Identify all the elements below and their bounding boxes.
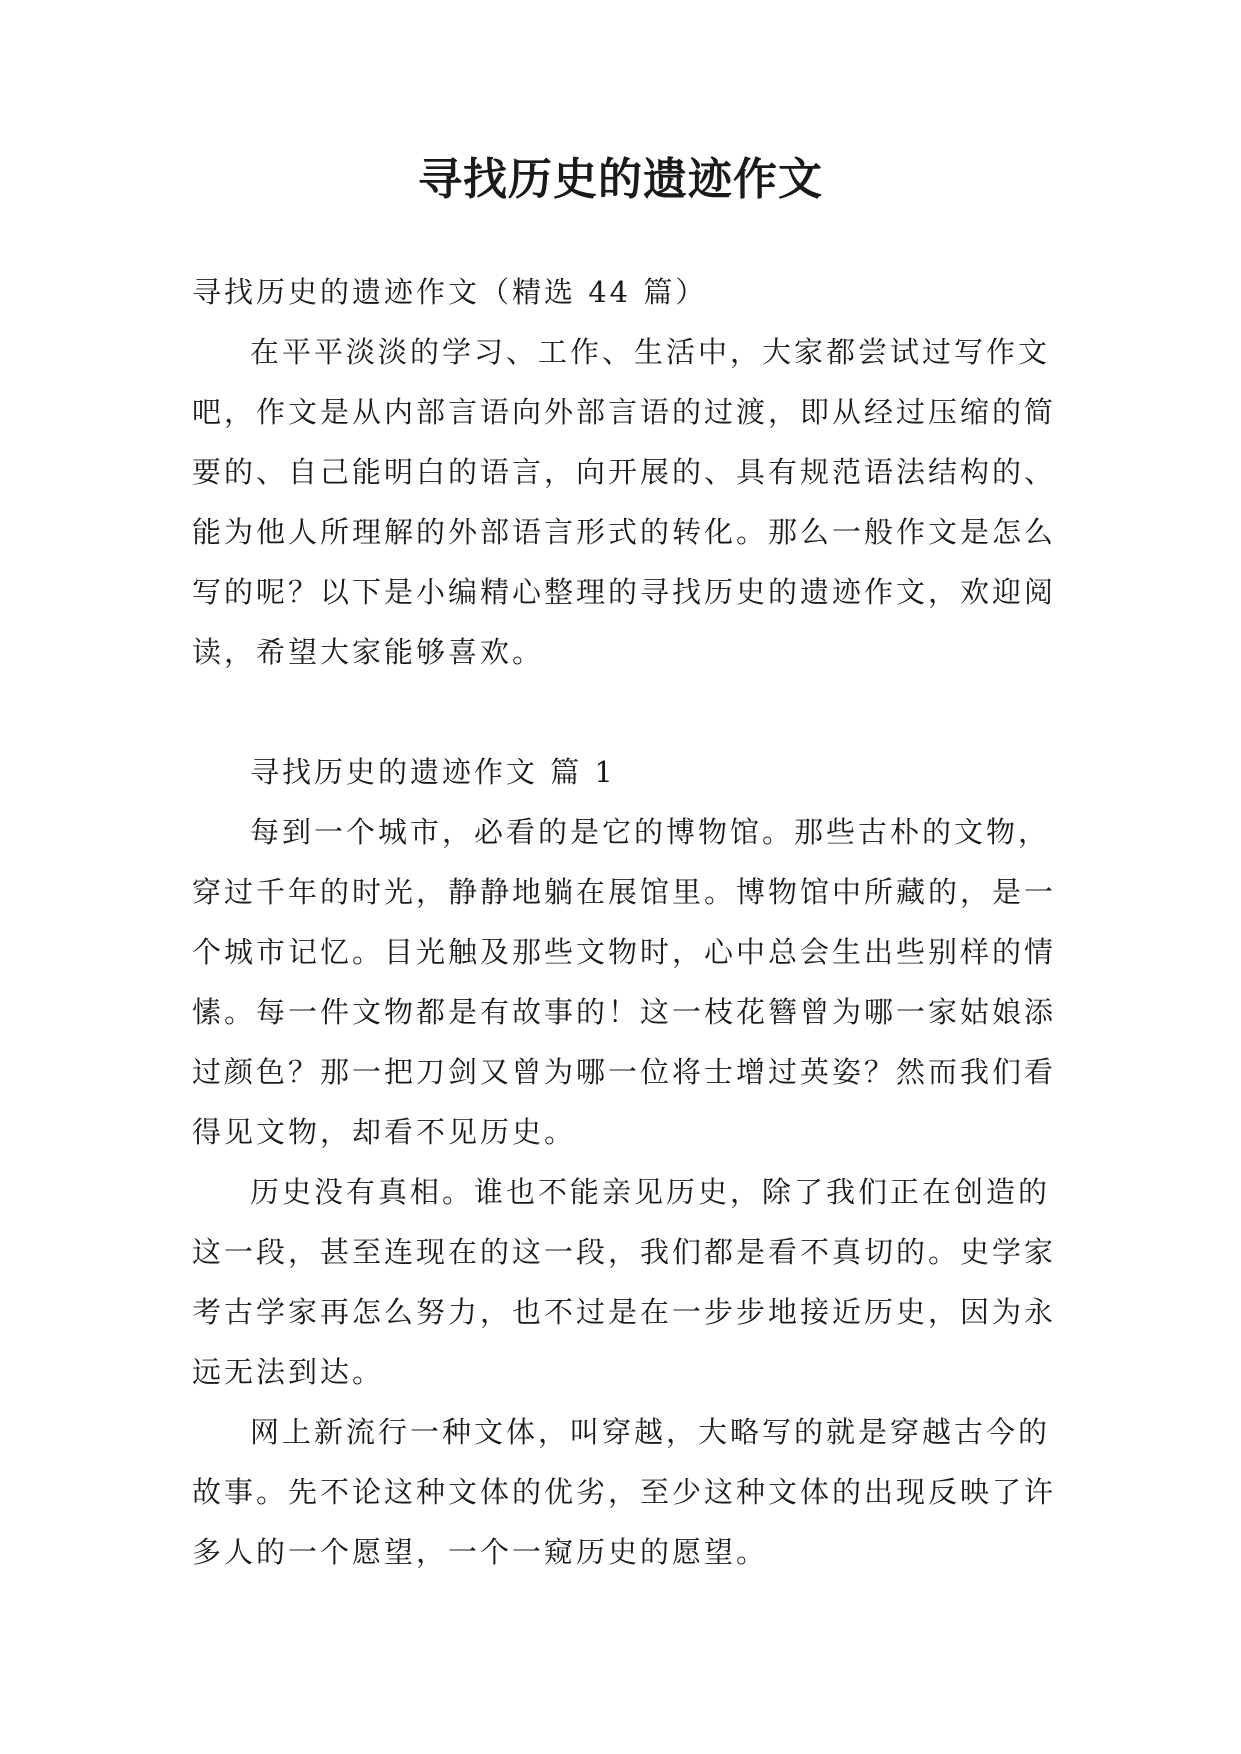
document-body <box>192 262 1056 1582</box>
document-title: 寻找历史的遗迹作文 <box>418 154 823 205</box>
paragraph-gap <box>192 682 1056 742</box>
section-heading: 寻找历史的遗迹作文 篇 1 <box>250 755 616 789</box>
body-paragraph: 每到一个城市，必看的是它的博物馆。那些古朴的文物，穿过千年的时光，静静地躺在展馆里。博物馆中所藏的，是一个城市记忆。目光触及那些文物时，心中总会生出些别样的情愫。每一件文物都是有故事的！这一枝花簪曾为哪一家姑娘添过颜色？那一把刀剑又曾为哪一位将士增过英姿？然而我们看得见文物，却看不见历史。 <box>192 815 1057 1149</box>
body-paragraph: 网上新流行一种文体，叫穿越，大略写的就是穿越古今的故事。先不论这种文体的优劣，至少这种文体的出现反映了许多人的一个愿望，一个一窥历史的愿望。 <box>192 1415 1057 1569</box>
body-paragraph: 历史没有真相。谁也不能亲见历史，除了我们正在创造的这一段，甚至连现在的这一段，我们都是看不真切的。史学家考古学家再怎么努力，也不过是在一步步地接近历史，因为永远无法到达。 <box>192 1175 1057 1389</box>
intro-paragraph: 在平平淡淡的学习、工作、生活中，大家都尝试过写作文吧，作文是从内部言语向外部言语的过渡，即从经过压缩的简要的、自己能明白的语言，向开展的、具有规范语法结构的、能为他人所理解的外部语言形式的转化。那么一般作文是怎么写的呢？以下是小编精心整理的寻找历史的遗迹作文，欢迎阅读，希望大家能够喜欢。 <box>192 335 1057 669</box>
document-subtitle: 寻找历史的遗迹作文（精选 44 篇） <box>192 275 708 309</box>
